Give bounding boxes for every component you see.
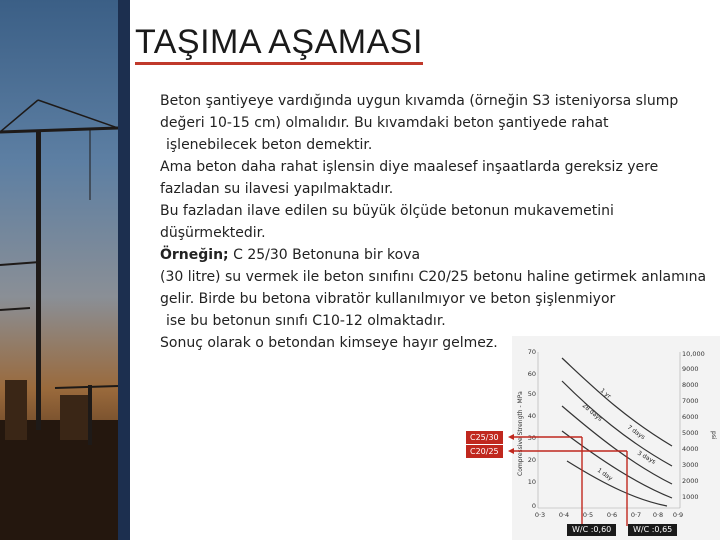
curve-label-1yr: 1 yr: [598, 387, 613, 401]
slide-title: TAŞIMA AŞAMASI: [135, 22, 423, 65]
wc-tag-065: W/C :0,65: [628, 524, 677, 536]
x-tick: 0·5: [582, 511, 594, 519]
y-right-tick: 10,000: [682, 350, 705, 358]
y-left-tick: 20: [527, 456, 536, 464]
class-tag-c25: C25/30: [466, 431, 503, 444]
y-left-axis-label: Compressive Strength - MPa: [517, 391, 524, 476]
title-frame-bar: [118, 0, 130, 540]
x-tick: 0·6: [606, 511, 618, 519]
example-paragraph: [160, 244, 715, 266]
example-continuation-2: ise bu betonun sınıfı C10-12 olmaktadır.: [166, 313, 446, 329]
x-tick: 0·7: [630, 511, 642, 519]
y-right-tick: 5000: [682, 429, 699, 437]
y-left-tick: 30: [527, 434, 536, 442]
curve-label-28d: 28 days: [580, 402, 604, 423]
y-left-tick: 40: [527, 412, 536, 420]
x-tick: 0·8: [652, 511, 664, 519]
class-tag-c20: C20/25: [466, 445, 503, 458]
curve-label-3d: 3 days: [636, 449, 657, 466]
y-right-tick: 8000: [682, 381, 699, 389]
y-right-tick: 6000: [682, 413, 699, 421]
paragraph-2: işlenebilecek beton demektir.: [166, 137, 373, 153]
example-lead: Örneğin;: [160, 247, 229, 263]
y-left-tick: 10: [527, 478, 536, 486]
y-left-tick: 0: [531, 502, 536, 510]
conclusion: Sonuç olarak o betondan kimseye hayır gelmez.: [160, 335, 498, 351]
x-tick: 0·4: [558, 511, 570, 519]
y-right-tick: 4000: [682, 445, 699, 453]
x-tick: 0·3: [534, 511, 546, 519]
paragraph-4: Bu fazladan ilave edilen su büyük ölçüde betonun mukavemetini düşürmektedir.: [160, 203, 614, 241]
slide-body: [160, 90, 715, 354]
y-right-tick: 7000: [682, 397, 699, 405]
curve-label-7d: 7 days: [625, 423, 647, 442]
wc-tag-060: W/C :0,60: [567, 524, 616, 536]
paragraph-3: Ama beton daha rahat işlensin diye maalesef inşaatlarda gereksiz yere fazladan su ilavesi yapılmaktadır.: [160, 159, 659, 197]
y-right-axis-label: psi: [710, 431, 717, 440]
y-left-tick: 60: [527, 370, 536, 378]
y-right-tick: 9000: [682, 365, 699, 373]
construction-crane-photo: [0, 0, 118, 540]
tag-arrows: [508, 432, 548, 460]
y-right-tick: 3000: [682, 461, 699, 469]
y-right-tick: 1000: [682, 493, 699, 501]
curve-label-1d: 1 day: [595, 466, 614, 483]
y-right-tick: 2000: [682, 477, 699, 485]
x-tick: 0·9: [672, 511, 684, 519]
paragraph-1: Beton şantiyeye vardığında uygun kıvamda (örneğin S3 isteniyorsa slump değeri 10-15 cm) olmalıdır. Bu kıvamdaki beton şantiyede rahat: [160, 93, 679, 131]
y-left-tick: 70: [527, 348, 536, 356]
example-continuation-1: (30 litre) su vermek ile beton sınıfını C20/25 betonu haline getirmek anlamına gelir. Birde bu betona vibratör kullanılmıyor ve beton şişlenmiyor: [160, 269, 707, 307]
y-left-tick: 50: [527, 390, 536, 398]
crane-silhouette-image: [0, 0, 118, 540]
example-text: C 25/30 Betonuna bir kova: [228, 247, 421, 263]
